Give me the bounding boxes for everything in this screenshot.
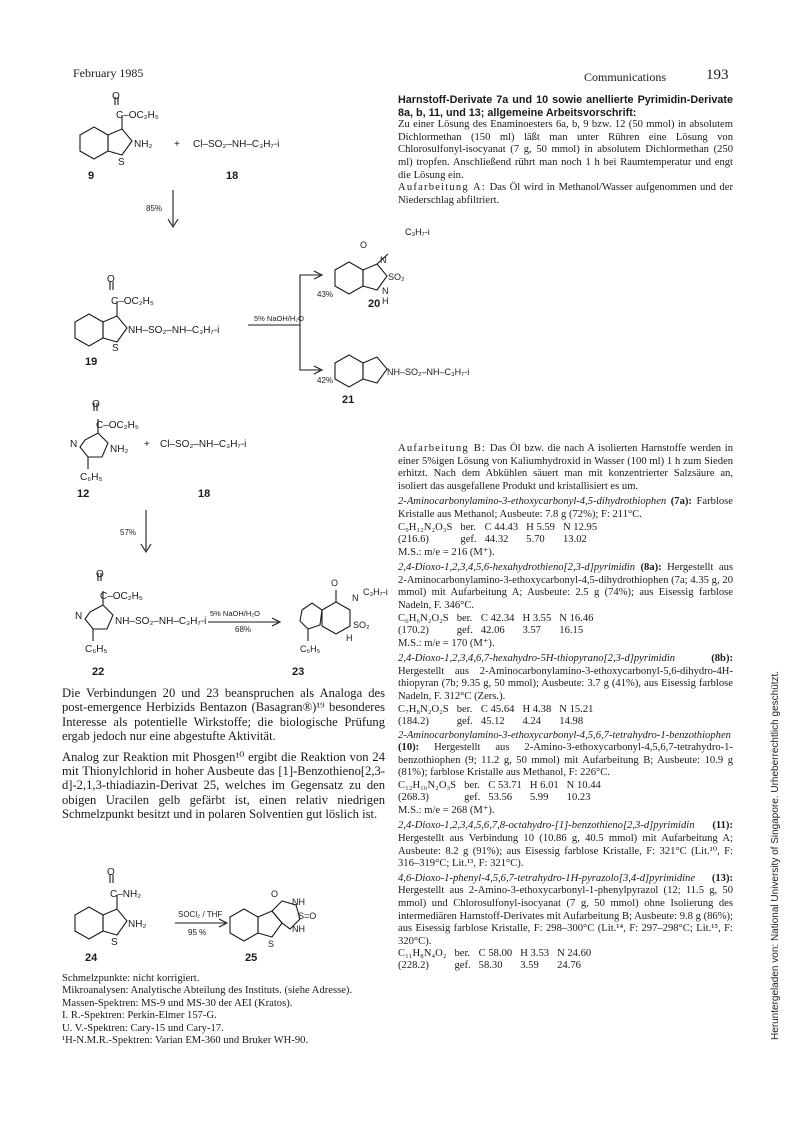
- compound-name: 2,4-Dioxo-1,2,3,4,5,6,7,8-octahydro-[1]-benzothieno[2,3-d]pyrimidin: [398, 820, 695, 832]
- s1-nh2: NH₂: [134, 139, 153, 150]
- label-9: 9: [88, 170, 95, 182]
- s4-n23: N: [352, 593, 359, 603]
- compound-number: (7a):: [666, 496, 692, 508]
- analysis-table-7a: C₉H₁₂N₂O₃S ber. C 44.43 H 5.59 N 12.95 (216.6) gef. 44.32 5.70 13.02: [398, 521, 598, 545]
- download-notice: Heruntergeladen von: National University of Singapore. Urheberrechtlich geschützt.: [770, 670, 781, 1040]
- s4-o: O: [96, 569, 104, 580]
- s3-nh2: NH₂: [110, 444, 129, 455]
- s3-yield: 57%: [120, 528, 137, 537]
- structure-12: [80, 403, 108, 469]
- s4-h: H: [346, 633, 353, 643]
- workup-a: [398, 182, 733, 207]
- label-12: 12: [77, 488, 90, 500]
- s4-ph23: C₆H₅: [300, 644, 321, 654]
- footnote: ¹H-N.M.R.-Spektren: Varian EM-360 und Bruker WH-90.: [62, 1035, 309, 1047]
- left-paragraph-2: Analog zur Reaktion mit Phosgen¹⁰ ergibt die Reaktion von 24 mit Thionylchlorid in hoher Ausbeute das [1]-Benzothieno[2,3-d]-2,1,3-thiadiazin-Derivat 25, welches im Gegensatz zu den obigen Uracilen gelb gefärbt ist, einen relativ niedrigen Schmelzpunkt besitzt und in polaren Solventien gut löslich ist.: [62, 749, 385, 822]
- procedure-text: Zu einer Lösung des Enaminoesters 6a, b, 9 bzw. 12 (50 mmol) in absolutem Dichlormethan (150 ml) läßt man unter Rühren eine Lösung von Chlorosulfonyl-isocyanat (7 g, 50 mmol) in absolutem Dichlormethan (250 ml) tropfen. Anschließend rührt man noch 1 h bei Raumtemperatur und engt die Lösung ein.: [398, 119, 733, 181]
- s2-ester: C–OC₂H₅: [111, 296, 154, 307]
- compound-name: 2,4-Dioxo-1,2,3,4,6,7-hexahydro-5H-thiopyrano[2,3-d]pyrimidin: [398, 653, 676, 665]
- s5-nh2: NH₂: [128, 919, 147, 930]
- s5-s25: S: [268, 939, 275, 949]
- s5-yield: 95 %: [188, 928, 207, 937]
- s3-n: N: [70, 439, 78, 450]
- label-23: 23: [292, 666, 305, 678]
- structure-21: [335, 355, 387, 387]
- right-column-bottom: [398, 443, 733, 973]
- s3-ph: C₆H₅: [80, 472, 103, 483]
- label-21: 21: [342, 394, 355, 406]
- s1-ester: C–OC₂H₅: [116, 110, 159, 121]
- compound-name: 2,4-Dioxo-1,2,3,4,5,6-hexahydrothieno[2,3-d]pyrimidin: [398, 562, 636, 574]
- compound-text: Hergestellt aus 2-Aminocarbonylamino-3-ethoxycarbonyl-5,6-dihydro-4H-thiopyran (7b; 9.35 g, 50 mmol); Ausbeute: 3.7 g (41%), aus Eisessig farblose Nadeln, F. 312°C (Zers.).: [398, 665, 733, 702]
- compound-text: Hergestellt aus 2-Amino-3-ethoxycarbonyl-1-phenylpyrazol (12; 11.5 g, 50 mmol) und Chlorosulfonyl-isocyanat (7 g, 50 mmol) ohne Isolierung des intermediären Harnstoff-Derivates mit Aufarbeitung B; Ausbeute: 9.8 g (86%); aus Eisessig farblose Kristalle, F: 298–300°C (Lit.¹⁴, F: 297–298°C; Lit.¹⁵, F: 320°C).: [398, 885, 733, 947]
- s3-reagent: Cl–SO₂–NH–C₃H₇-i: [160, 439, 247, 450]
- s4-so2: SO₂: [353, 620, 370, 630]
- compound-number: (11):: [694, 820, 733, 832]
- s5-amide: C–NH₂: [110, 889, 142, 900]
- compound-11: [398, 820, 733, 870]
- s4-ph: C₆H₅: [85, 644, 108, 655]
- compound-number: (8b):: [675, 653, 733, 665]
- ms-7a: M.S.: m/e = 216 (M⁺).: [398, 546, 495, 558]
- s2-y43: 43%: [317, 290, 334, 299]
- compound-text: Hergestellt aus Verbindung 10 (10.86 g, 40.5 mmol) mit Aufarbeitung A; Ausbeute: 8.2 g (91%); aus Eisessig farblose Kristalle, F: 321°C (Lit.¹⁰, F: 316–319°C; Lit.¹³, F: 321°C).: [398, 833, 733, 870]
- compound-name: 4,6-Dioxo-1-phenyl-4,5,6,7-tetrahydro-1H-pyrazolo[3,4-d]pyrimidine: [398, 872, 696, 884]
- compound-name: 2-Aminocarbonylamino-3-ethoxycarbonyl-4,5,6,7-tetrahydro-1-benzothiophen: [398, 729, 731, 741]
- workup-b-head: Aufarbeitung B:: [398, 443, 487, 454]
- s4-o23: O: [331, 578, 339, 588]
- left-paragraph-1: Die Verbindungen 20 und 23 beanspruchen als Analoga des post-emergence Herbizids Bentazon (Basagran®)¹⁹ besonderes Interesse als potentielle Wirkstoffe; die biologische Prüfung ergab jedoch nur eine abgestufte Aktivität.: [62, 686, 385, 744]
- s4-ester: C–OC₂H₅: [100, 591, 143, 602]
- compound-text: Hergestellt aus 2-Amino-3-ethoxycarbonyl-4,5,6,7-tetrahydro-1-benzothiophen (9; 11.2 g, 50 mmol) mit Aufarbeitung B; Ausbeute: 10.9 g (81%); farblose Kristalle aus Methanol, F: 226°C.: [398, 742, 733, 779]
- s4-n: N: [75, 611, 83, 622]
- s4-yield: 68%: [235, 625, 252, 634]
- s5-cond: SOCl₂ / THF: [178, 910, 223, 919]
- compound-8a: [398, 562, 733, 612]
- structure-22: [85, 573, 113, 641]
- workup-a-head: Aufarbeitung A:: [398, 182, 487, 194]
- s5-o25: O: [271, 889, 279, 899]
- s2-n: N: [380, 255, 387, 265]
- s2-chain: NH–SO₂–NH–C₃H₇-i: [128, 325, 220, 336]
- compound-number: (8a):: [635, 562, 662, 574]
- footnote: Mikroanalysen: Analytische Abteilung des Instituts. (siehe Adresse).: [62, 985, 353, 997]
- s2-h: H: [382, 296, 389, 306]
- right-column-top: [398, 94, 733, 207]
- compound-7a: [398, 496, 733, 521]
- s4-cond: 5% NaOH/H₂O: [210, 609, 261, 618]
- s1-s: S: [118, 157, 125, 168]
- s4-ipr: C₃H₇-i: [363, 587, 388, 597]
- s5-so: S=O: [298, 911, 317, 921]
- s2-o20: O: [360, 240, 368, 250]
- structure-25: [230, 901, 300, 941]
- s2-cond: 5% NaOH/H₂O: [254, 314, 305, 323]
- compound-number: (13):: [695, 872, 733, 884]
- s5-o: O: [107, 867, 115, 878]
- footnote: I. R.-Spektren: Perkin-Elmer 157-G.: [62, 1010, 217, 1022]
- s5-s: S: [111, 937, 118, 948]
- s3-ester: C–OC₂H₅: [96, 420, 139, 431]
- workup-b-text: Das Öl bzw. die nach A isolierten Harnstoffe werden in einer 5%igen Lösung von Kaliumhydroxid in Wasser (100 ml) 1 h zum Sieden erhitzt. Nach dem Abkühlen säuert man mit konzentrierter Salzsäure an, isoliert das ausgefallene Produkt und kristallisiert es um.: [398, 443, 733, 492]
- s2-o: O: [107, 274, 115, 285]
- s4-chain: NH–SO₂–NH–C₃H₇-i: [115, 616, 207, 627]
- s1-o: O: [112, 91, 120, 102]
- left-text: [62, 686, 385, 822]
- footnote: Schmelzpunkte: nicht korrigiert.: [62, 973, 200, 984]
- s2-nh: N: [382, 286, 389, 296]
- compound-number: (10):: [398, 742, 420, 754]
- ms-8a: M.S.: m/e = 170 (M⁺).: [398, 637, 495, 649]
- s5-nh2b: NH: [292, 924, 305, 934]
- branch-down: [300, 325, 320, 370]
- label-25: 25: [245, 952, 258, 964]
- s1-plus: +: [174, 139, 180, 150]
- footnote: Massen-Spektren: MS-9 und MS-30 der AEI (Kratos).: [62, 997, 293, 1009]
- s5-nh: NH: [292, 897, 305, 907]
- footnotes: [62, 973, 387, 1047]
- s3-o: O: [92, 399, 100, 410]
- compound-text: Farblose Kristalle aus Methanol; Ausbeute: 7.8 g (72%); F: 211°C.: [398, 496, 733, 520]
- label-18: 18: [226, 170, 239, 182]
- structure-23: [300, 590, 350, 641]
- s2-s: S: [112, 343, 119, 354]
- compound-8b: [398, 653, 733, 703]
- s2-ipr: C₃H₇-i: [405, 227, 430, 237]
- compound-13: [398, 873, 733, 949]
- ms-10: M.S.: m/e = 268 (M⁺).: [398, 804, 495, 816]
- workup-b: [398, 443, 733, 493]
- workup-a-text: Das Öl wird in Methanol/Wasser aufgenommen und der Niederschlag abfiltriert.: [398, 182, 734, 206]
- running-section: Communications: [584, 70, 666, 84]
- s1-reagent: Cl–SO₂–NH–C₃H₇-i: [193, 139, 280, 150]
- label-20: 20: [368, 298, 381, 310]
- analysis-table-10: C₁₂H₁₆N₂O₃S ber. C 53.71 H 6.01 N 10.44 (268.3) gef. 53.56 5.99 10.23: [398, 779, 601, 803]
- label-18b: 18: [198, 488, 211, 500]
- page-number: 193: [706, 67, 729, 83]
- s3-plus: +: [144, 439, 150, 450]
- analysis-table-8a: C₆H₆N₂O₂S ber. C 42.34 H 3.55 N 16.46 (170.2) gef. 42.06 3.57 16.15: [398, 612, 594, 636]
- compound-text: Hergestellt aus 2-Aminocarbonylamino-3-ethoxycarbonyl-4,5-dihydrothiophen (7a; 4.35 g, 20 mmol) mit Aufarbeitung A; Ausbeute: 2.5 g (74%); aus Eisessig farblose Nadeln, F. 346°C.: [398, 562, 733, 611]
- s2-so2: SO₂: [388, 272, 405, 282]
- label-19: 19: [85, 356, 98, 368]
- structure-24: [75, 875, 127, 939]
- compound-name: 2-Aminocarbonylamino-3-ethoxycarbonyl-4,5-dihydrothiophen: [398, 496, 667, 508]
- footnote: U. V.-Spektren: Cary-15 und Cary-17.: [62, 1022, 224, 1034]
- s1-yield: 85%: [146, 204, 163, 213]
- s2-chain21: NH–SO₂–NH–C₃H₇-i: [387, 367, 470, 377]
- label-24: 24: [85, 952, 98, 964]
- s2-y42: 42%: [317, 376, 334, 385]
- analysis-table-8b: C₇H₈N₂O₂S ber. C 45.64 H 4.38 N 15.21 (184.2) gef. 45.12 4.24 14.98: [398, 703, 594, 727]
- structure-9: [80, 97, 132, 159]
- structure-19: [75, 282, 127, 346]
- compound-10: [398, 730, 733, 780]
- label-22: 22: [92, 666, 105, 678]
- running-date: February 1985: [73, 66, 144, 80]
- analysis-table-13: C₁₁H₈N₄O₂ ber. C 58.00 H 3.53 N 24.60 (228.2) gef. 58.30 3.59 24.76: [398, 948, 592, 972]
- procedure-title: Harnstoff-Derivate 7a und 10 sowie anellierte Pyrimidin-Derivate 8a, b, 11, und 13; allgemeine Arbeitsvorschrift:: [398, 94, 733, 119]
